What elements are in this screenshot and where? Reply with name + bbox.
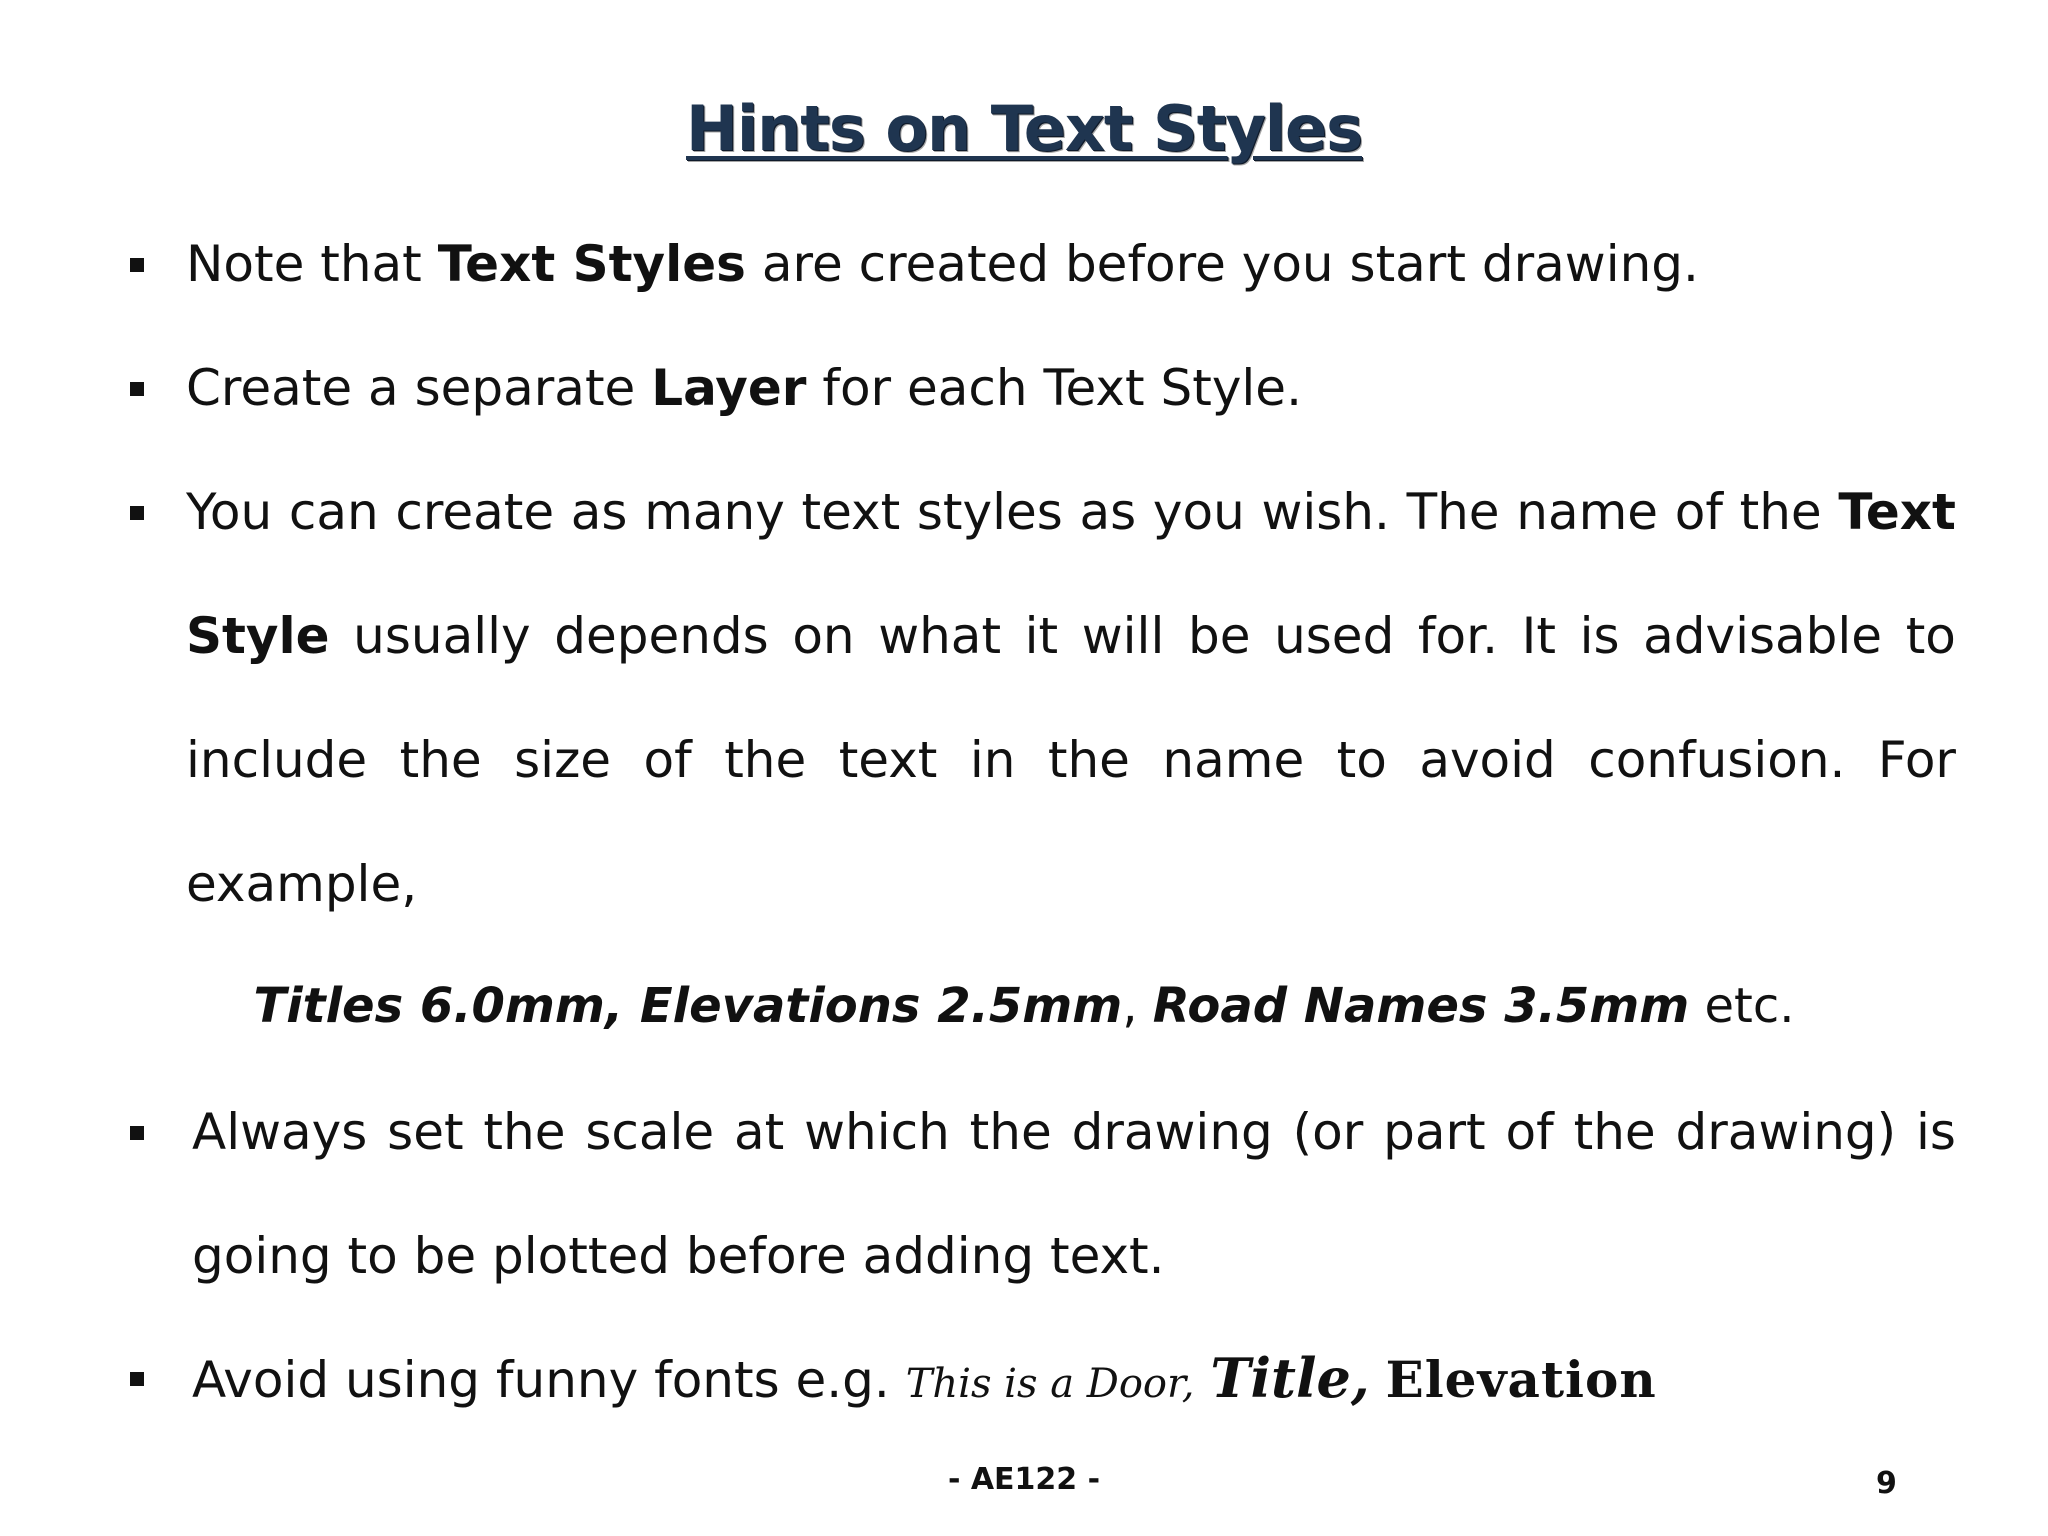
funny-font-sample-3: Elevation — [1385, 1350, 1657, 1409]
word: avoid — [1419, 731, 1556, 789]
funny-font-sample-1: This is a Door, — [905, 1361, 1195, 1407]
bold-term: Text — [1838, 483, 1956, 541]
bullet-marker — [130, 1372, 144, 1386]
word: as — [570, 483, 628, 541]
funny-font-sample-2: Title, — [1210, 1346, 1370, 1410]
bullet-3-line-3 — [186, 730, 1956, 790]
bullet-3-line-1 — [186, 482, 1956, 542]
word: text — [838, 731, 938, 789]
word: the — [1573, 1103, 1656, 1161]
bullet-marker — [130, 382, 144, 396]
word: the — [399, 731, 482, 789]
word: set — [387, 1103, 464, 1161]
word: create — [395, 483, 555, 541]
word: scale — [585, 1103, 715, 1161]
word: depends — [554, 607, 769, 665]
word: to — [1905, 607, 1956, 665]
word: the — [1047, 731, 1130, 789]
bullet-4-line-2: going to be plotted before adding text. — [192, 1227, 1165, 1285]
word: advisable — [1643, 607, 1883, 665]
word: usually — [353, 607, 531, 665]
bullet-4-line-1 — [192, 1102, 1956, 1162]
bullet-text-5: Avoid using funny fonts e.g. This is a Door, Title, Elevation — [192, 1346, 1657, 1410]
bullet-text-1: Note that Text Styles are created before you start drawing. — [186, 235, 1699, 293]
word: of — [643, 731, 692, 789]
bullet-3-line-4: example, — [186, 855, 418, 913]
word: text — [801, 483, 901, 541]
bullet-marker — [130, 258, 144, 272]
word: drawing — [1071, 1103, 1273, 1161]
word: will — [1081, 607, 1165, 665]
word: as — [1079, 483, 1137, 541]
page-number: 9 — [1876, 1466, 1897, 1501]
word: part — [1383, 1103, 1486, 1161]
bullet-text-2: Create a separate Layer for each Text Style. — [186, 359, 1302, 417]
word: Always — [192, 1103, 368, 1161]
word: of — [1505, 1103, 1554, 1161]
word: name — [1516, 483, 1659, 541]
word: the — [724, 731, 807, 789]
word: you — [1152, 483, 1245, 541]
word: on — [792, 607, 855, 665]
word: be — [1187, 607, 1251, 665]
word: what — [878, 607, 1002, 665]
word: The — [1406, 483, 1500, 541]
word: size — [514, 731, 612, 789]
word: the — [1739, 483, 1822, 541]
word: name — [1162, 731, 1305, 789]
word: the — [969, 1103, 1052, 1161]
word: to — [1336, 731, 1387, 789]
word: in — [969, 731, 1016, 789]
bold-term: Layer — [651, 359, 807, 417]
word: is — [1579, 607, 1620, 665]
word: is — [1916, 1103, 1956, 1161]
word: wish. — [1261, 483, 1390, 541]
word: it — [1024, 607, 1059, 665]
word: You — [186, 483, 273, 541]
bold-term: Text Styles — [437, 235, 746, 293]
word: styles — [916, 483, 1063, 541]
word: It — [1521, 607, 1556, 665]
page-title: Hints on Text Styles — [686, 92, 1362, 165]
word: which — [804, 1103, 950, 1161]
word: confusion. — [1588, 731, 1846, 789]
word: drawing) — [1675, 1103, 1897, 1161]
word: many — [644, 483, 785, 541]
word: used — [1274, 607, 1395, 665]
word: for. — [1417, 607, 1498, 665]
word: the — [483, 1103, 566, 1161]
examples-line: Titles 6.0mm, Elevations 2.5mm, Road Names 3.5mm etc. — [253, 978, 1795, 1034]
word: at — [734, 1103, 785, 1161]
word: can — [288, 483, 379, 541]
bullet-marker — [130, 506, 144, 520]
word: (or — [1292, 1103, 1364, 1161]
word: For — [1877, 731, 1956, 789]
bold-term: Style — [186, 607, 330, 665]
word: of — [1674, 483, 1723, 541]
bullet-3-line-2 — [186, 606, 1956, 666]
bullet-marker — [130, 1126, 144, 1140]
footer-course-code: - AE122 - — [947, 1462, 1101, 1497]
word: include — [186, 731, 368, 789]
